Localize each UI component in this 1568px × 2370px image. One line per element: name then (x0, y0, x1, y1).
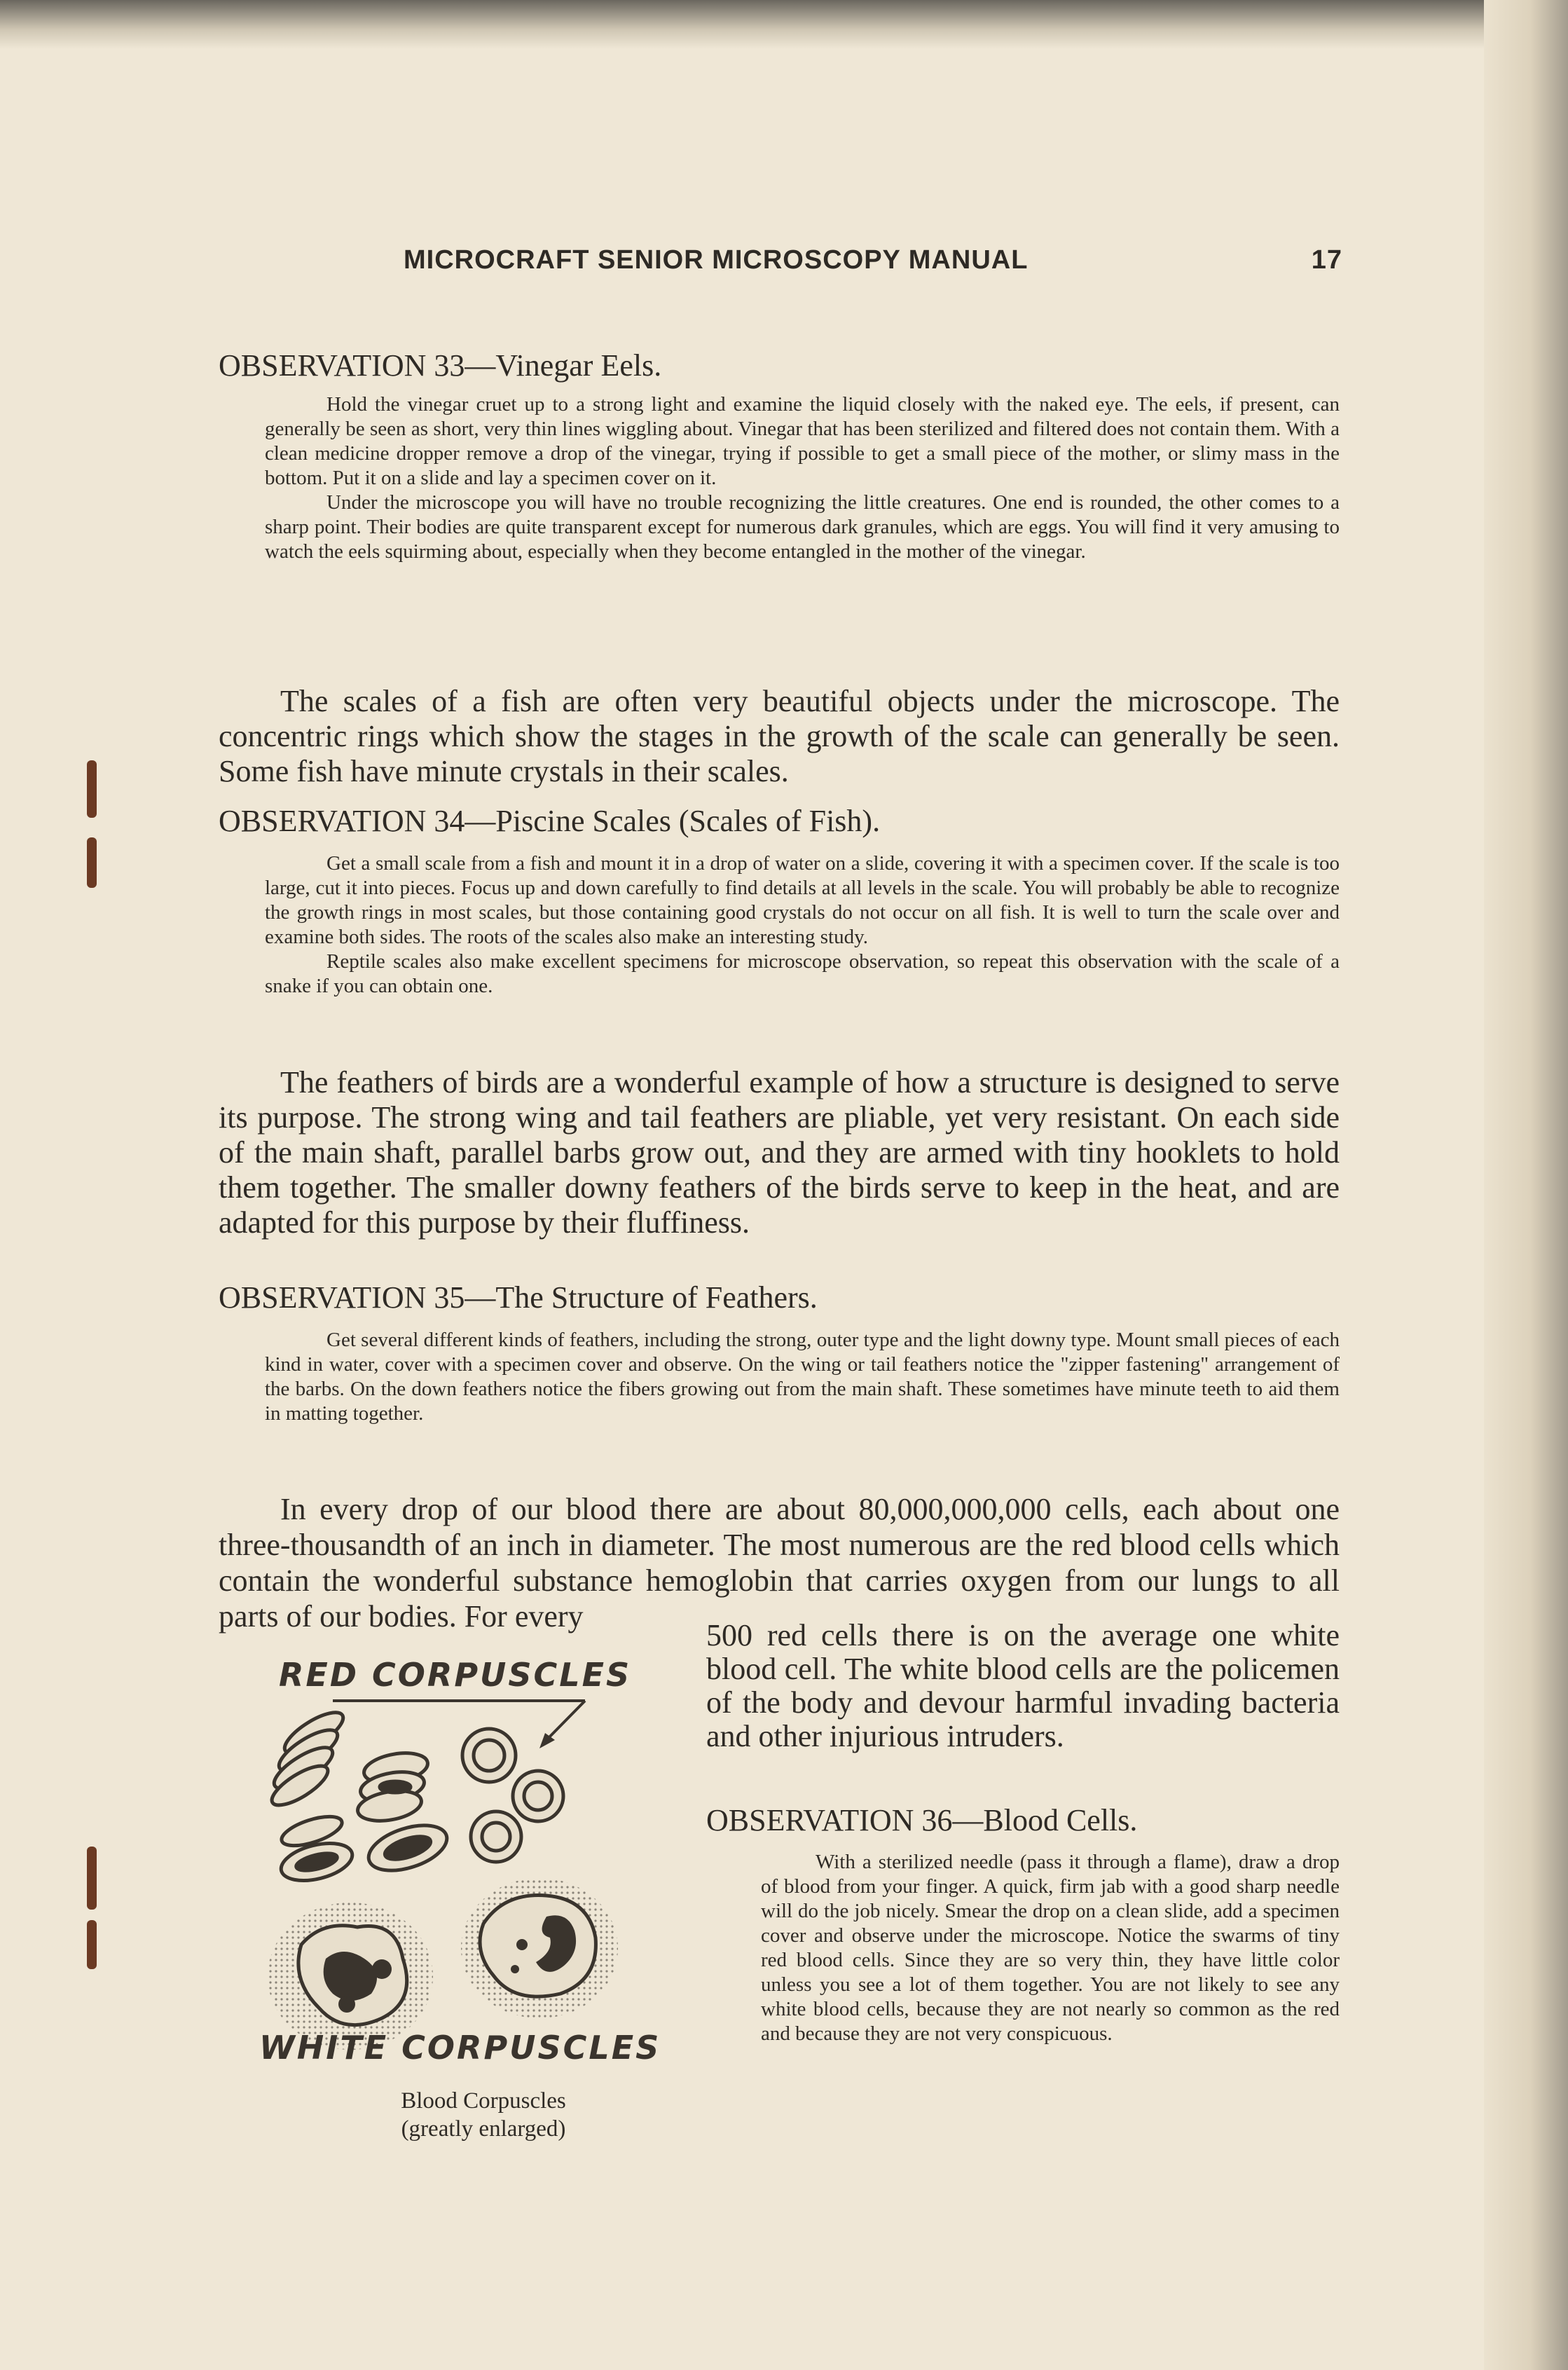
blood-intro-continued (706, 1619, 1340, 1753)
blood-intro-continued-paragraph: 500 red cells there is on the average one white blood cell. The white blood cells are the policemen of the body and devour harmful invading bacteria and other injurious intruders. (706, 1618, 1340, 1753)
binding-stitch (87, 760, 97, 818)
running-head (404, 245, 1342, 280)
obs35-body (265, 1328, 1340, 1426)
figure-caption-line-1: Blood Corpuscles (401, 2088, 566, 2114)
binding-stitch (87, 1847, 97, 1910)
white-corpuscles-label: WHITE CORPUSCLES (259, 2029, 661, 2067)
obs35-heading: OBSERVATION 35—The Structure of Feathers. (219, 1280, 818, 1315)
figure-caption-line-2: (greatly enlarged) (401, 2116, 566, 2142)
white-cell-left (268, 1903, 433, 2050)
obs33-paragraph-1: Hold the vinegar cruet up to a strong light and examine the liquid closely with the naked eye. The eels, if present, can generally be seen as short, very thin lines wiggling about. Vinegar that has been sterilized and filtered does not contain them. With a clean medicine dropper remove a drop of the vinegar, trying if possible to get a small piece of the mother, or slimy mass in the bottom. Put it on a slide and lay a specimen cover on it. (265, 393, 1340, 489)
figure-caption (308, 2087, 659, 2143)
binding-stitch (87, 837, 97, 888)
obs35-paragraph-1: Get several different kinds of feathers, including the strong, outer type and the light downy type. Mount small pieces of each kind in water, cover with a specimen cover and observe. On the wing or tail feathers notice the "zipper fastening" arrangement of the barbs. On the down feathers notice the fibers growing out from the main shaft. These sometimes have minute teeth to aid them in matting together. (265, 1329, 1340, 1425)
feathers-intro-paragraph: The feathers of birds are a wonderful example of how a structure is designed to serve its purpose. The strong wing and tail feathers are pliable, yet very resistant. On each side of the main shaft, parallel barbs grow out, and they are armed with tiny hooklets to hold them together. The smaller downy feathers of the birds serve to keep in the heat, and are adapted for this purpose by their fluffiness. (219, 1065, 1340, 1240)
obs36-heading: OBSERVATION 36—Blood Cells. (706, 1803, 1138, 1837)
blood-intro (219, 1491, 1340, 1634)
feathers-intro (219, 1065, 1340, 1240)
red-corpuscles-label: RED CORPUSCLES (279, 1656, 632, 1694)
blood-intro-paragraph: In every drop of our blood there are about 80,000,000,000 cells, each about one three-thousandth of an inch in diameter. The most numerous are the red blood cells which contain the wonderful substance hemoglobin that carries oxygen from our lungs to all parts of our bodies. For every (219, 1492, 1340, 1633)
obs33-heading: OBSERVATION 33—Vinegar Eels. (219, 348, 662, 383)
white-cell-right (461, 1878, 618, 2018)
obs36-paragraph-1: With a sterilized needle (pass it through a flame), draw a drop of blood from your finger. A quick, firm jab with a good sharp needle will do the job nicely. Smear the drop on a clean slide, add a specimen cover and observe under the microscope. Notice the swarms of tiny red blood cells. Since they are so very thin, they have little color unless you see a lot of them together. You are not likely to see any white blood cells, because they are not nearly so common as the red and because they are not very conspicuous. (761, 1851, 1340, 2045)
obs34-paragraph-2: Reptile scales also make excellent specimens for microscope observation, so repeat this observation with the scale of a snake if you can obtain one. (265, 950, 1340, 997)
binding-stitch (87, 1920, 97, 1969)
page-edge (1484, 0, 1568, 2370)
obs34-body (265, 851, 1340, 999)
fish-intro-paragraph: The scales of a fish are often very beautiful objects under the microscope. The concentric rings which show the stages in the growth of the scale can generally be seen. Some fish have minute crystals in their scales. (219, 684, 1340, 788)
blood-corpuscles-figure (252, 1650, 666, 2085)
top-shadow (0, 0, 1568, 49)
obs33-paragraph-2: Under the microscope you will have no trouble recognizing the little creatures. One end is rounded, the other comes to a sharp point. Their bodies are quite transparent except for numerous dark granules, which are eggs. You will find it very amusing to watch the eels squirming about, especially when they become entangled in the mother of the vinegar. (265, 491, 1340, 563)
page-number: 17 (1311, 245, 1342, 275)
obs34-heading: OBSERVATION 34—Piscine Scales (Scales of Fish). (219, 804, 881, 838)
obs34-paragraph-1: Get a small scale from a fish and mount it in a drop of water on a slide, covering it with a specimen cover. If the scale is too large, cut it into pieces. Focus up and down carefully to find details at all levels in the scale. You will probably be able to recognize the growth rings in most scales, but those containing good crystals do not occur on all fish. It is well to turn the scale over and examine both sides. The roots of the scales also make an interesting study. (265, 852, 1340, 948)
red-cell-stack (267, 1705, 349, 1812)
fish-intro (219, 684, 1340, 789)
corpuscles-drawing (252, 1650, 666, 2085)
obs36-body (761, 1850, 1340, 2046)
obs33-body (265, 392, 1340, 564)
running-head-title: MICROCRAFT SENIOR MICROSCOPY MANUAL (404, 245, 1029, 275)
